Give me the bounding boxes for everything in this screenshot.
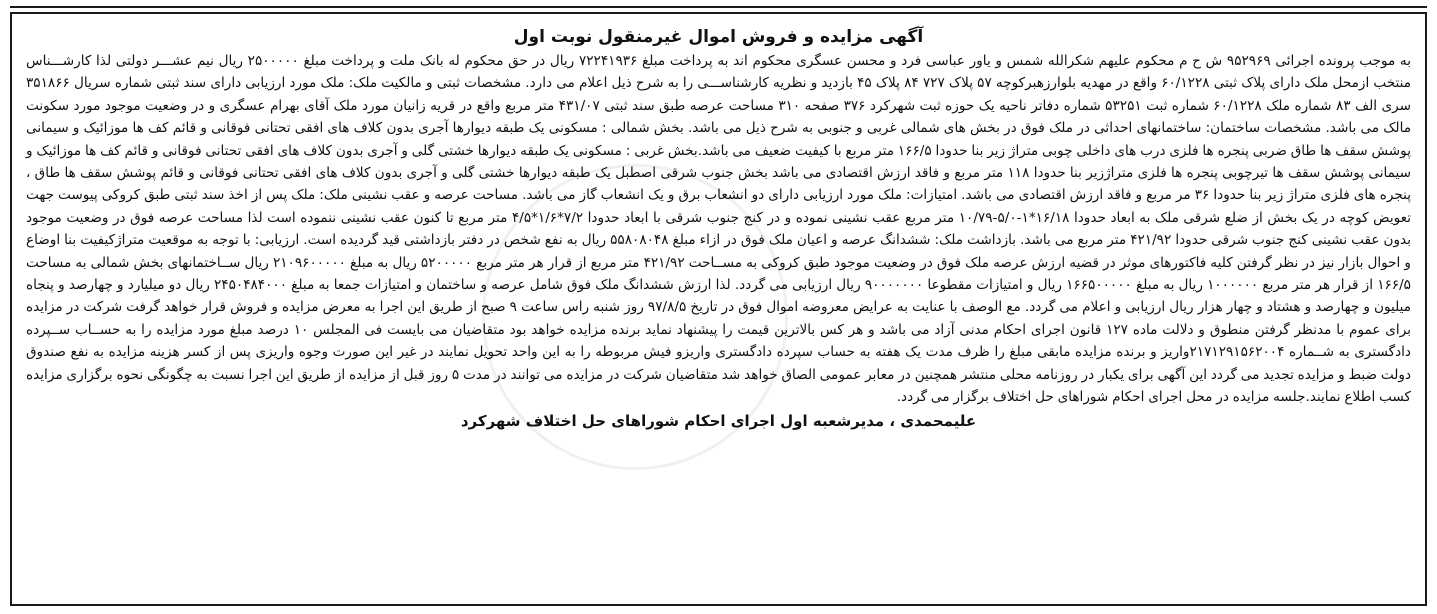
notice-signature: علیمحمدی ، مدیرشعبه اول اجرای احکام شوراهای حل اختلاف شهرکرد bbox=[460, 411, 977, 430]
top-rule bbox=[10, 6, 1427, 8]
auction-notice bbox=[10, 12, 1427, 606]
notice-title: آگهی مزایده و فروش اموال غیرمنقول نوبت اول bbox=[513, 27, 924, 47]
notice-body: به موجب پرونده اجرائی ۹۵۲۹۶۹ ش ح م محکوم علیهم شکرالله شمس و یاور عباسی فرد و محسن عسگری محکوم اند به پرداخت مبلغ ۷۲۲۴۱۹۳۶ ریال در حق محکوم له بانک ملت و پرداخت مبلغ ۲۵۰۰۰۰۰ ریال نیم عشـــر دولتی لذا کارشـــناس منتخب ازمحل ملک دارای پلاک ثبتی ۶۰/۱۲۲۸ واقع در مهدیه بلوارزهبرکوچه ۵۷ پلاک ۷۲۷ ۸۴ پلاک ۴۵ بازدید و نظریه کارشناســـی را به شرح ذیل اعلام می دارد. مشخصات ثبتی و مالکیت ملک: ملک مورد ارزیابی دارای سند ثبتی شماره سریال ۳۵۱۸۶۶ سری الف ۸۳ شماره ملک ۶۰/۱۲۲۸ شماره ثبت ۵۳۲۵۱ شماره دفاتر ناحیه یک حوزه ثبت شهرکرد ۳۷۶ صفحه ۳۱۰ مساحت عرصه طبق سند ثبتی ۴۳۱/۰۷ متر مربع واقع در قریه زانیان مورد ملک آقای بهرام عسگری و در وضعیت موجود مورد سکونت مالک می باشد. مشخصات ساختمان: ساختمانهای احداثی در ملک فوق در بخش های شمالی غربی و جنوبی به شرح ذیل می باشد. بخش شمالی : مسکونی یک طبقه دیوارها آجری بدون کلاف های افقی تحتانی فوقانی و قائم کف ها موزائیک و سیمانی پوشش سقف ها طاق ضربی پنجره ها فلزی درب های داخلی چوبی متراژ زیر بنا حدودا ۱۶۶/۵ متر مربع با کیفیت ضعیف می باشد.بخش غربی : مسکونی یک طبقه دیوارها خشتی گلی و آجری بدون کلاف های افقی تحتانی فوقانی و قائم کف ها موزائیک و سیمانی پوشش سقف ها تیرچوبی پنجره ها فلزی متراژزیر بنا حدودا ۱۱۸ متر مربع و فاقد ارزش اقتصادی می باشد بخش جنوب شرقی اصطبل یک طبقه دیوارها خشتی گلی و آجری بدون کلاف های افقی تحتانی فوقانی و قائم پوشش سقف ها طاق ، پنجره های فلزی متراژ زیر بنا حدودا ۳۶ مر مربع و فاقد ارزش اقتصادی می باشد. امتیازات: ملک مورد ارزیابی دارای دو انشعاب برق و یک انشعاب گاز می باشد. مساحت عرصه و عقب نشینی ملک: ملک پس از اخذ سند ثبتی طبق کروکی پیوست جهت تعویض کوچه در یک بخش از ضلع شرقی ملک به ابعاد حدودا ۱۶/۱۸*۱-۵/۰-۱۰/۷۹ متر مربع عقب نشینی نموده و در کنج جنوب شرقی با ابعاد حدودا ۷/۲*۱/۶*۴/۵ متر مربع تا کنون عقب نشینی ننموده است لذا مساحت عرصه فوق در وضعیت موجود بدون عقب نشینی کنج جنوب شرقی حدودا ۴۲۱/۹۲ متر مربع می باشد. بازداشت ملک: ششدانگ عرصه و اعیان ملک فوق در ازاء مبلغ ۵۵۸۰۸۰۴۸ ریال به نفع شخص در دفتر بازداشتی قید گردیده است. ارزیابی: با توجه به موقعیت متراژکیفیت بنا اوضاع و احوال بازار نیز در نظر گرفتن کلیه فاکتورهای موثر در قضیه ارزش عرصه ملک فوق در وضعیت موجود طبق کروکی به مســاحت ۴۲۱/۹۲ متر مربع از قرار هر متر مربع ۵۲۰۰۰۰۰ ریال به مبلغ ۲۱۰۹۶۰۰۰۰۰ ریال ســاختمانهای بخش شمالی به مساحت ۱۶۶/۵ از قرار هر متر مربع ۱۰۰۰۰۰۰ ریال به مبلغ ۱۶۶۵۰۰۰۰۰ ریال و امتیازات مقطوعا ۹۰۰۰۰۰۰۰ ریال ارزیابی می گردد. لذا ارزش ششدانگ ملک فوق شامل عرصه و ساختمان و امتیازات جمعا به مبلغ ۲۴۵۰۴۸۴۰۰۰ ریال دو میلیارد و چهارصد و پنجاه میلیون و چهارصد و هشتاد و چهار هزار ریال ارزیابی و اعلام می گردد. مع الوصف با عنایت به عرایض معروضه اموال فوق در تاریخ ۹۷/۸/۵ روز شنبه راس ساعت ۹ صبح از طریق این اجرا به معرض مزایده و فروش قرار خواهد گرفت شرکت در مزایده برای عموم با مدنظر گرفتن منطوق و دلالت ماده ۱۲۷ قانون اجرای احکام مدنی آزاد می باشد و هر کس بالاترین قیمت را پیشنهاد نماید برنده مزایده خواهد بود متقاضیان می بایست فی المجلس ۱۰ درصد مبلغ مورد مزایده را به حســاب ســپرده دادگستری به شــماره ۲۱۷۱۲۹۱۵۶۲۰۰۴واریز و برنده مزایده مابقی مبلغ را ظرف مدت یک هفته به حساب سپرده دادگستری واریزو فیش مربوطه را به این واحد تحویل نمایند در غیر این صورت وجوه واریزی پس از کسر هزینه مزایده به نفع صندوق دولت ضبط و مزایده تجدید می گردد این آگهی برای یکبار در روزنامه محلی منتشر همچنین در معابر عمومی الصاق خواهد شد متقاضیان شرکت در مزایده می توانند در مدت ۵ روز قبل از مزایده از طریق این اجرا نسبت به چگونگی نحوه برگزاری مزایده کسب اطلاع نمایند.جلسه مزایده در محل اجرای احکام شوراهای حل اختلاف برگزار می گردد. bbox=[26, 53, 1412, 406]
